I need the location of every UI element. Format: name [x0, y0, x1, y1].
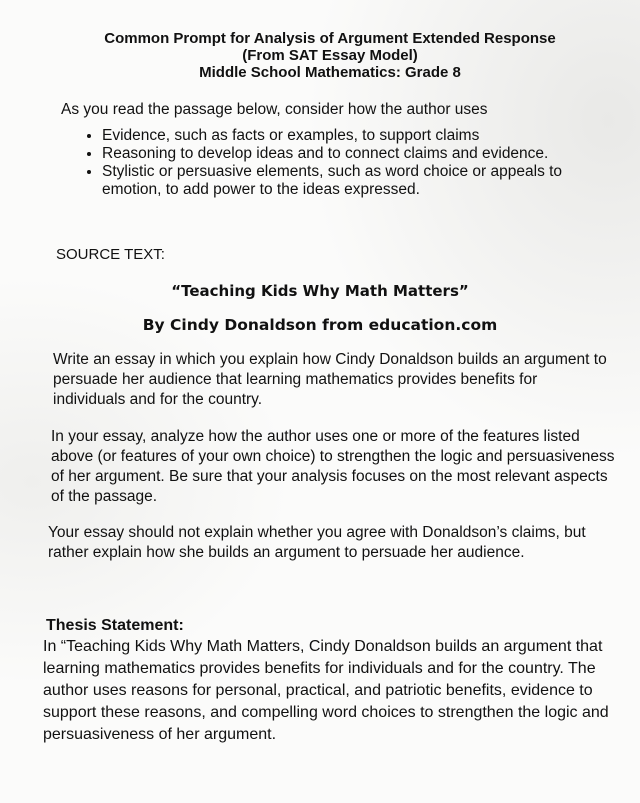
header-grade: Middle School Mathematics: Grade 8: [199, 64, 461, 81]
list-item: • Reasoning to develop ideas and to connect claims and evidence.: [102, 145, 602, 163]
feature-list: [80, 127, 602, 199]
thesis-heading: Thesis Statement:: [46, 617, 184, 634]
list-item: • Evidence, such as facts or examples, to support claims: [102, 127, 602, 145]
header-subtitle: (From SAT Essay Model): [242, 47, 418, 64]
header-title: Common Prompt for Analysis of Argument Extended Response: [104, 30, 556, 47]
thesis-text: In “Teaching Kids Why Math Matters, Cindy Donaldson builds an argument that learning mathematics provides benefits for individuals and for the country. The author uses reasons for personal, practical, and patriotic benefits, evidence to support these reasons, and compelling word choices to strengthen the logic and persuasiveness of her argument.: [43, 638, 609, 743]
source-byline: By Cindy Donaldson from education.com: [142, 316, 498, 334]
prompt-paragraph: Write an essay in which you explain how Cindy Donaldson builds an argument to persuade her audience that learning mathematics provides benefits for individuals and for the country.: [53, 351, 607, 408]
prompt-paragraph: In your essay, analyze how the author uses one or more of the features listed above (or features of your own choice) to strengthen the logic and persuasiveness of her argument. Be sure that your analysis focuses on the most relevant aspects of the passage.: [51, 428, 615, 505]
prompt-paragraph: Your essay should not explain whether you agree with Donaldson’s claims, but rather explain how she builds an argument to persuade her audience.: [48, 524, 586, 561]
intro-text: As you read the passage below, consider how the author uses: [61, 101, 488, 118]
list-item: • Stylistic or persuasive elements, such as word choice or appeals to emotion, to add power to the ideas expressed.: [102, 163, 602, 199]
source-title: “Teaching Kids Why Math Matters”: [171, 282, 469, 300]
source-label: SOURCE TEXT:: [56, 246, 165, 263]
document-header: [60, 30, 600, 81]
